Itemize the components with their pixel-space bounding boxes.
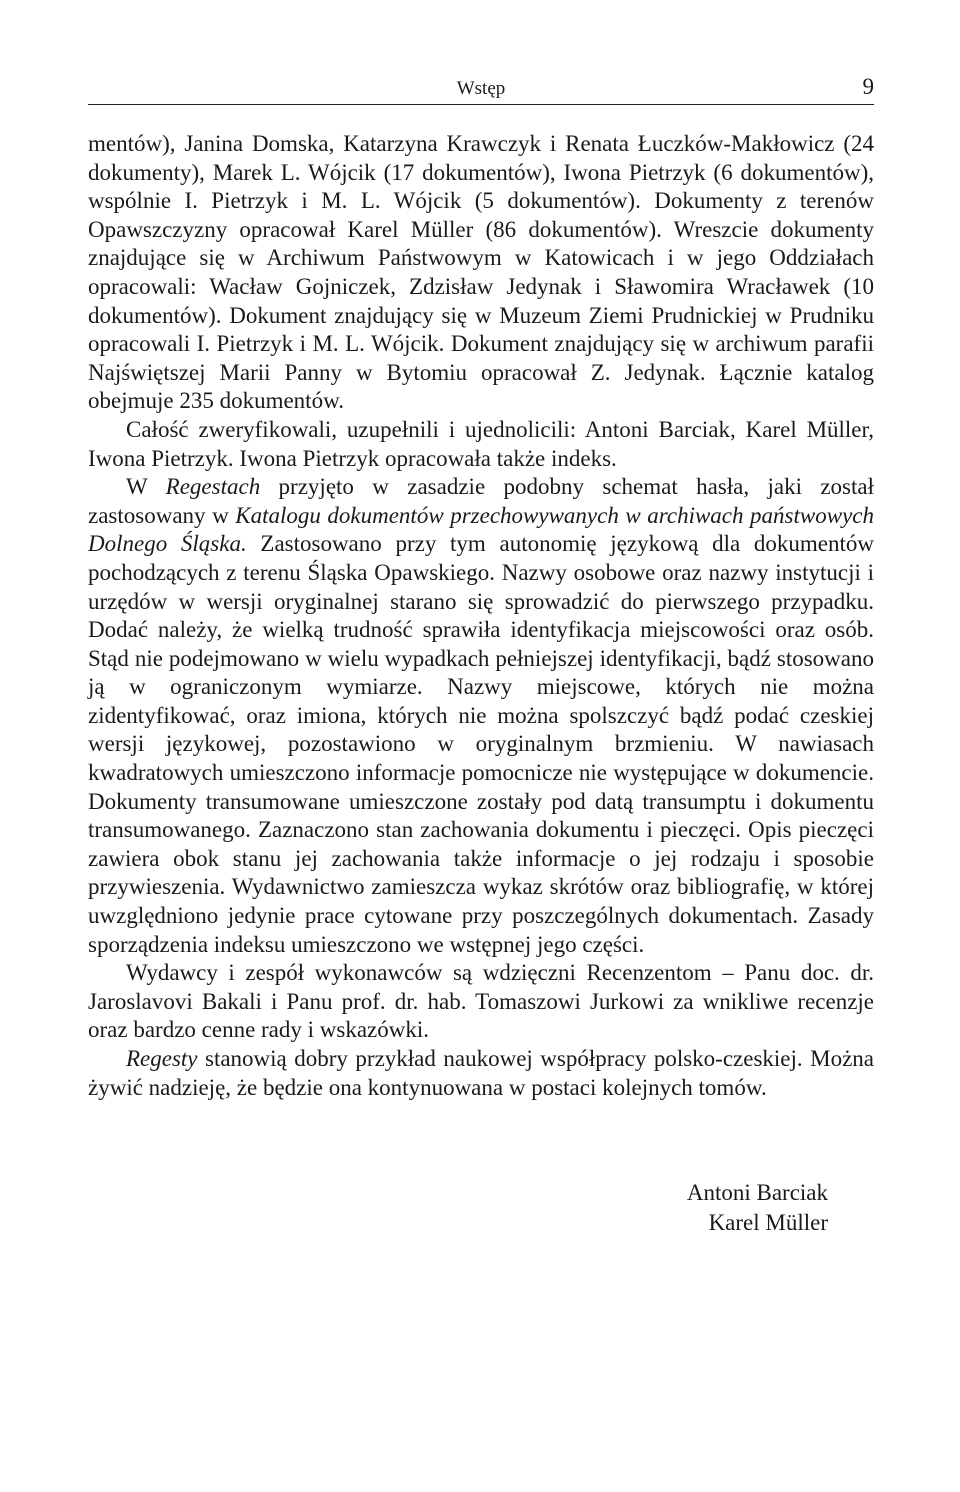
signature-block	[687, 1178, 828, 1238]
text-run: W	[126, 474, 166, 500]
text-run: Całość zweryfikowali, uzupełnili i ujednolicili: Antoni Barciak, Karel Müller, Iwona Pietrzyk. Iwona Pietrzyk opracowała także indeks.	[88, 416, 874, 471]
paragraph	[88, 130, 874, 416]
running-title: Wstęp	[456, 78, 506, 99]
italic-title: Katalogu dokumentów przechowywanych w archiwach państwowych Dolnego Śląska.	[88, 502, 874, 557]
text-run: przyjęto w zasadzie podobny schemat hasła, jaki został zastosowany w	[88, 474, 874, 528]
italic-title: Regesty	[126, 1046, 198, 1071]
paragraph	[88, 473, 874, 959]
signature-name-2: Karel Müller	[708, 1210, 828, 1235]
italic-title: Regestach	[165, 474, 261, 500]
text-run: mentów), Janina Domska, Katarzyna Krawczyk i Renata Łuczków-Makłowicz (24 dokumenty), Marek L. Wójcik (17 dokumentów), Iwona Pietrzyk (6 dokumentów), wspólnie I. Pietrzyk i M. L. Wójcik (5 dokumentów). Dokumenty z terenów Opawszczyzny opracował Karel Müller (86 dokumentów). Wreszcie dokumenty znajdujące się w Archiwum Państwowym w Katowicach i w jego Oddziałach opracowali: Wacław Gojniczek, Zdzisław Jedynak i Sławomira Wracławek (10 dokumentów). Dokument znajdujący się w Muzeum Ziemi Prudnickiej w Prudniku opracowali I. Pietrzyk i M. L. Wójcik. Dokument znajdujący się w archiwum parafii Najświętszej Marii Panny w Bytomiu opracował Z. Jedynak. Łącznie katalog obejmuje 235 dokumentów.	[88, 131, 874, 414]
text-run: stanowią dobry przykład naukowej współpracy polsko-czeskiej. Można żywić nadzieję, że będzie ona kontynuowana w postaci kolejnych tomów.	[88, 1046, 874, 1100]
paragraph	[88, 959, 874, 1045]
text-run: Zastosowano przy tym autonomię językową dla dokumentów pochodzących z terenu Śląska Opawskiego. Nazwy osobowe oraz nazwy instytucji i urzędów w wersji oryginalnej starano się sprowadzić do pierwszego przypadku. Dodać należy, że wielką trudność sprawiła identyfikacja miejscowości oraz osób. Stąd nie podejmowano w wielu wypadkach pełniejszej identyfikacji, bądź stosowano ją w ograniczonym wymiarze. Nazwy miejscowe, których nie można zidentyfikować, oraz imiona, których nie można spolszczyć bądź podać czeskiej wersji językowej, pozostawiono w oryginalnym brzmieniu. W nawiasach kwadratowych umieszczono informacje pomocnicze nie występujące w dokumencie. Dokumenty transumowane umieszczone zostały pod datą transumptu i dokumentu transumowanego. Zaznaczono stan zachowania dokumentu i pieczęci. Opis pieczęci zawiera obok stanu jej zachowania także informacje o jej rodzaju i sposobie przywieszenia. Wydawnictwo zamieszcza wykaz skrótów oraz bibliografię, w której uwzględniono jedynie prace cytowane przy poszczególnych dokumentach. Zasady sporządzenia indeksu umieszczono we wstępnej jego części.	[88, 531, 874, 957]
body-text	[88, 130, 874, 1102]
signature-name-1: Antoni Barciak	[686, 1180, 828, 1205]
text-run: Wydawcy i zespół wykonawców są wdzięczni Recenzentom – Panu doc. dr. Jaroslavovi Bakali i Panu prof. dr. hab. Tomaszowi Jurkowi za wnikliwe recenzje oraz bardzo cenne rady i wskazówki.	[88, 960, 874, 1043]
running-header	[88, 74, 874, 105]
paragraph	[88, 416, 874, 473]
page-number: 9	[862, 74, 874, 99]
paragraph	[88, 1045, 874, 1102]
